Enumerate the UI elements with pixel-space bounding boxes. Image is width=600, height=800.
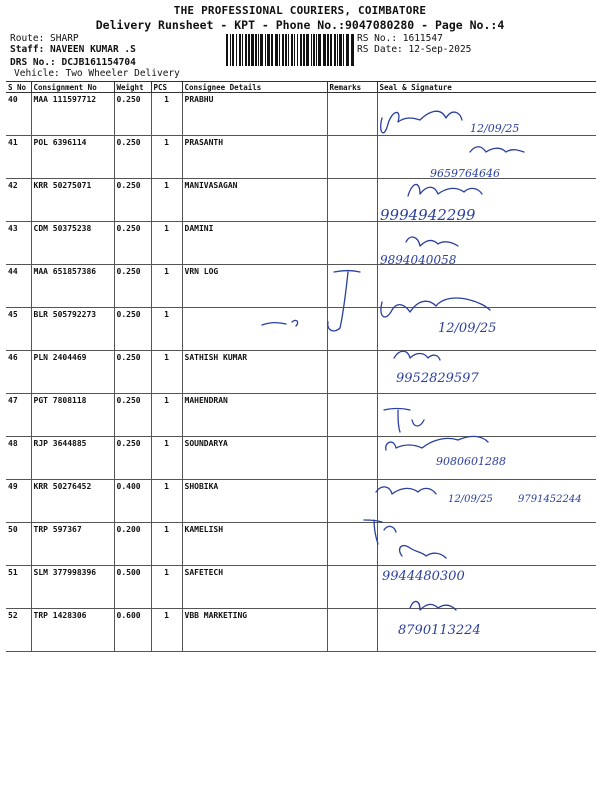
cell-signature xyxy=(377,437,596,480)
barcode-bar xyxy=(313,34,315,66)
cell-signature xyxy=(377,308,596,351)
cell-pcs: 1 xyxy=(151,265,182,308)
table-row xyxy=(6,437,596,480)
barcode-bar xyxy=(316,34,317,66)
cell-sno: 50 xyxy=(6,523,31,566)
table-row xyxy=(6,179,596,222)
cell-consignee: MANIVASAGAN xyxy=(182,179,327,222)
barcode-bar xyxy=(251,34,254,66)
cell-pcs: 1 xyxy=(151,523,182,566)
cell-sno: 43 xyxy=(6,222,31,265)
barcode-bar xyxy=(265,34,266,66)
cell-remarks xyxy=(327,609,377,652)
handwritten-phone: 9791452244 xyxy=(518,494,582,505)
handwritten-date: 12/09/25 xyxy=(438,321,497,336)
cell-pcs: 1 xyxy=(151,480,182,523)
barcode-bar xyxy=(282,34,284,66)
cell-weight: 0.500 xyxy=(114,566,151,609)
cell-pcs: 1 xyxy=(151,179,182,222)
barcode-bar xyxy=(291,34,293,66)
cell-weight: 0.200 xyxy=(114,523,151,566)
cell-consignment: TRP 597367 xyxy=(31,523,114,566)
barcode-bar xyxy=(275,34,278,66)
cell-sno: 41 xyxy=(6,136,31,179)
barcode-bar xyxy=(318,34,321,66)
cell-consignment: KRR 50276452 xyxy=(31,480,114,523)
cell-consignee: KAMELISH xyxy=(182,523,327,566)
table-row xyxy=(6,609,596,652)
staff-label: Staff: NAVEEN KUMAR .S xyxy=(10,44,136,55)
barcode-bar xyxy=(330,34,332,66)
barcode-bar xyxy=(294,34,295,66)
table-row xyxy=(6,351,596,394)
page-title: THE PROFESSIONAL COURIERS, COIMBATORE xyxy=(173,4,427,17)
barcode-bar xyxy=(236,34,237,66)
barcode-bar xyxy=(300,34,302,66)
cell-remarks xyxy=(327,222,377,265)
table-row xyxy=(6,308,596,351)
barcode-bar xyxy=(339,34,342,66)
cell-consignee: PRASANTH xyxy=(182,136,327,179)
cell-remarks xyxy=(327,179,377,222)
handwritten-phone: 9894040058 xyxy=(380,253,457,267)
cell-signature xyxy=(377,480,596,523)
cell-weight: 0.250 xyxy=(114,222,151,265)
barcode-bar xyxy=(351,34,354,66)
cell-remarks xyxy=(327,480,377,523)
barcode-bar xyxy=(230,34,231,66)
cell-consignment: PLN 2404469 xyxy=(31,351,114,394)
barcode-bar xyxy=(346,34,349,66)
barcode-bar xyxy=(271,34,273,66)
cell-consignee xyxy=(182,308,327,351)
cell-weight: 0.400 xyxy=(114,480,151,523)
cell-sno: 51 xyxy=(6,566,31,609)
col-weight: Weight xyxy=(114,82,151,93)
handwritten-date: 12/09/25 xyxy=(448,494,493,505)
col-pcs: PCS xyxy=(151,82,182,93)
rs-date: RS Date: 12-Sep-2025 xyxy=(357,44,472,55)
cell-sno: 45 xyxy=(6,308,31,351)
handwritten-phone: 9952829597 xyxy=(396,371,479,386)
table-row xyxy=(6,136,596,179)
col-sno: S No xyxy=(6,82,31,93)
handwritten-date: 12/09/25 xyxy=(470,122,520,135)
cell-sno: 46 xyxy=(6,351,31,394)
cell-consignment: KRR 50275071 xyxy=(31,179,114,222)
handwritten-phone: 9944480300 xyxy=(382,569,465,584)
cell-consignment: RJP 3644885 xyxy=(31,437,114,480)
cell-remarks xyxy=(327,437,377,480)
barcode-bar xyxy=(226,34,228,66)
cell-consignee: VBB MARKETING xyxy=(182,609,327,652)
barcode-bar xyxy=(323,34,326,66)
cell-signature xyxy=(377,136,596,179)
cell-pcs: 1 xyxy=(151,93,182,136)
barcode-bar xyxy=(306,34,309,66)
cell-pcs: 1 xyxy=(151,222,182,265)
cell-signature xyxy=(377,609,596,652)
cell-pcs: 1 xyxy=(151,308,182,351)
cell-consignee: MAHENDRAN xyxy=(182,394,327,437)
barcode-bar xyxy=(311,34,312,66)
cell-consignment: MAA 111597712 xyxy=(31,93,114,136)
barcode-bar xyxy=(248,34,250,66)
cell-signature xyxy=(377,179,596,222)
barcode-bar xyxy=(337,34,338,66)
table-row xyxy=(6,394,596,437)
cell-consignment: SLM 377998396 xyxy=(31,566,114,609)
barcode-bar xyxy=(258,34,259,66)
table-row xyxy=(6,93,596,136)
cell-consignee: SAFETECH xyxy=(182,566,327,609)
cell-signature xyxy=(377,566,596,609)
barcode-bar xyxy=(334,34,336,66)
handwritten-phone: 9994942299 xyxy=(380,206,476,224)
table-row xyxy=(6,523,596,566)
cell-pcs: 1 xyxy=(151,394,182,437)
barcode-bar xyxy=(255,34,257,66)
table-row xyxy=(6,480,596,523)
cell-remarks xyxy=(327,523,377,566)
cell-sno: 40 xyxy=(6,93,31,136)
cell-weight: 0.250 xyxy=(114,351,151,394)
cell-consignee: SATHISH KUMAR xyxy=(182,351,327,394)
cell-weight: 0.250 xyxy=(114,308,151,351)
cell-remarks xyxy=(327,394,377,437)
col-signature: Seal & Signature xyxy=(377,82,596,93)
vehicle-label: Vehicle: Two Wheeler Delivery xyxy=(14,68,180,79)
barcode-bar xyxy=(239,34,241,66)
cell-weight: 0.250 xyxy=(114,179,151,222)
cell-consignee: SOUNDARYA xyxy=(182,437,327,480)
barcode-bar xyxy=(267,34,270,66)
cell-sno: 47 xyxy=(6,394,31,437)
cell-consignee: SHOBIKA xyxy=(182,480,327,523)
barcode-bar xyxy=(279,34,280,66)
cell-consignment: PGT 7808118 xyxy=(31,394,114,437)
cell-pcs: 1 xyxy=(151,437,182,480)
barcode-bar xyxy=(245,34,247,66)
cell-signature xyxy=(377,222,596,265)
barcode-bar xyxy=(285,34,287,66)
drs-number: DRS No.: DCJB161154704 xyxy=(10,57,136,68)
cell-sno: 52 xyxy=(6,609,31,652)
table-header xyxy=(6,82,596,93)
cell-signature xyxy=(377,93,596,136)
cell-consignment: MAA 651857386 xyxy=(31,265,114,308)
barcode-bar xyxy=(327,34,329,66)
cell-consignment: TRP 1428306 xyxy=(31,609,114,652)
barcode-bar xyxy=(288,34,289,66)
cell-consignee: PRABHU xyxy=(182,93,327,136)
runsheet-subtitle: Delivery Runsheet - KPT - Phone No.:9047080280 - Page No.:4 xyxy=(95,18,505,32)
cell-consignee: DAMINI xyxy=(182,222,327,265)
cell-remarks xyxy=(327,566,377,609)
route-label: Route: SHARP xyxy=(10,33,79,44)
cell-weight: 0.250 xyxy=(114,136,151,179)
col-consignment: Consignment No xyxy=(31,82,114,93)
barcode-bar xyxy=(343,34,344,66)
col-remarks: Remarks xyxy=(327,82,377,93)
barcode-icon xyxy=(226,34,354,66)
cell-consignment: CDM 50375238 xyxy=(31,222,114,265)
barcode-bar xyxy=(303,34,305,66)
cell-sno: 48 xyxy=(6,437,31,480)
barcode-bar xyxy=(297,34,298,66)
cell-remarks xyxy=(327,265,377,308)
cell-pcs: 1 xyxy=(151,136,182,179)
cell-pcs: 1 xyxy=(151,351,182,394)
cell-weight: 0.250 xyxy=(114,93,151,136)
table-body xyxy=(6,93,596,652)
cell-signature xyxy=(377,351,596,394)
cell-remarks xyxy=(327,136,377,179)
cell-weight: 0.250 xyxy=(114,265,151,308)
handwritten-phone: 9659764646 xyxy=(430,167,500,180)
cell-sno: 42 xyxy=(6,179,31,222)
cell-weight: 0.600 xyxy=(114,609,151,652)
cell-pcs: 1 xyxy=(151,609,182,652)
cell-consignment: BLR 505792273 xyxy=(31,308,114,351)
cell-signature xyxy=(377,523,596,566)
cell-remarks xyxy=(327,351,377,394)
cell-weight: 0.250 xyxy=(114,394,151,437)
table-row xyxy=(6,222,596,265)
cell-weight: 0.250 xyxy=(114,437,151,480)
barcode-bar xyxy=(232,34,234,66)
cell-pcs: 1 xyxy=(151,566,182,609)
handwritten-phone: 8790113224 xyxy=(398,623,481,638)
handwritten-phone: 9080601288 xyxy=(436,455,506,468)
table-row xyxy=(6,265,596,308)
cell-remarks xyxy=(327,308,377,351)
cell-consignment: POL 6396114 xyxy=(31,136,114,179)
rs-number: RS No.: 1611547 xyxy=(357,33,443,44)
cell-sno: 49 xyxy=(6,480,31,523)
cell-sno: 44 xyxy=(6,265,31,308)
runsheet-table xyxy=(6,81,596,652)
cell-consignee: VRN LOG xyxy=(182,265,327,308)
col-consignee: Consignee Details xyxy=(182,82,327,93)
table-row xyxy=(6,566,596,609)
cell-remarks xyxy=(327,93,377,136)
barcode-bar xyxy=(242,34,243,66)
cell-signature xyxy=(377,394,596,437)
barcode-bar xyxy=(260,34,263,66)
cell-signature xyxy=(377,265,596,308)
